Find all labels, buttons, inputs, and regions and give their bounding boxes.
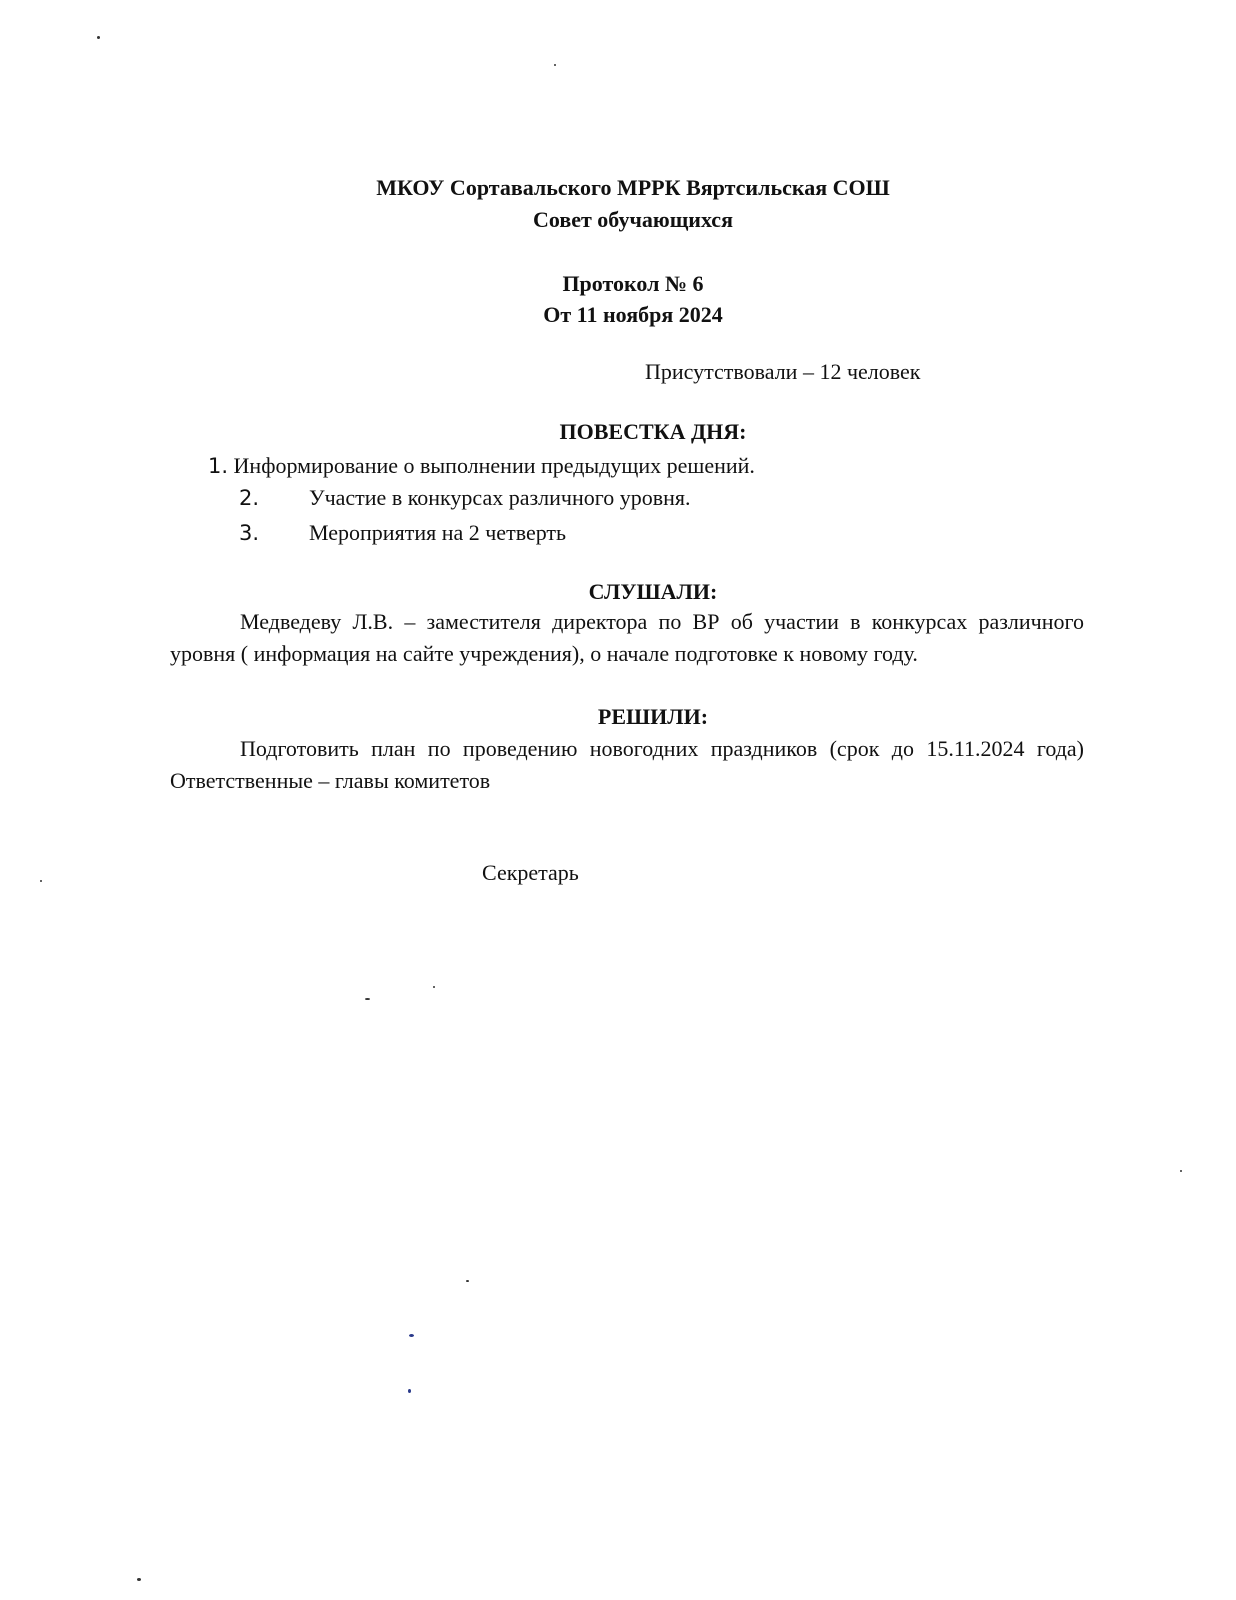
agenda-item [239,485,691,511]
decided-paragraph: Подготовить план по проведению новогодних праздников (срок до 15.11.2024 года) Ответственные – главы комитетов [170,736,1084,793]
protocol-date: От 11 ноября 2024 [543,302,723,327]
scan-speck [408,1389,411,1393]
agenda-item-text: Участие в конкурсах различного уровня. [309,485,691,510]
heard-heading: СЛУШАЛИ: [588,579,718,604]
organization-title: МКОУ Сортавальского МРРК Вяртсильская СОШ [376,175,890,200]
scan-speck [365,998,370,1000]
agenda-item-text: Информирование о выполнении предыдущих решений. [233,453,755,478]
scan-speck [40,880,42,882]
agenda-item [239,520,566,546]
agenda-item [208,453,755,479]
attendance-line: Присутствовали – 12 человек [645,359,921,384]
scan-speck [1180,1170,1182,1172]
protocol-title: Протокол № 6 [562,271,704,296]
scan-speck [137,1578,141,1581]
decided-heading: РЕШИЛИ: [597,704,709,729]
scan-speck [554,64,556,66]
scan-speck [409,1334,414,1337]
secretary-label: Секретарь [482,860,579,885]
agenda-item-number: 2. [239,486,260,510]
agenda-item-number: 3. [239,521,260,545]
scan-speck [433,986,435,988]
scan-speck [97,36,100,39]
agenda-heading: ПОВЕСТКА ДНЯ: [559,419,747,444]
scan-speck [466,1280,469,1282]
heard-paragraph: Медведеву Л.В. – заместителя директора по ВР об участии в конкурсах различного уровня ( информация на сайте учреждения), о начале подготовке к новому году. [170,609,1084,666]
council-title: Совет обучающихся [533,207,733,232]
agenda-item-text: Мероприятия на 2 четверть [309,520,567,545]
agenda-item-number: 1. [208,454,229,478]
